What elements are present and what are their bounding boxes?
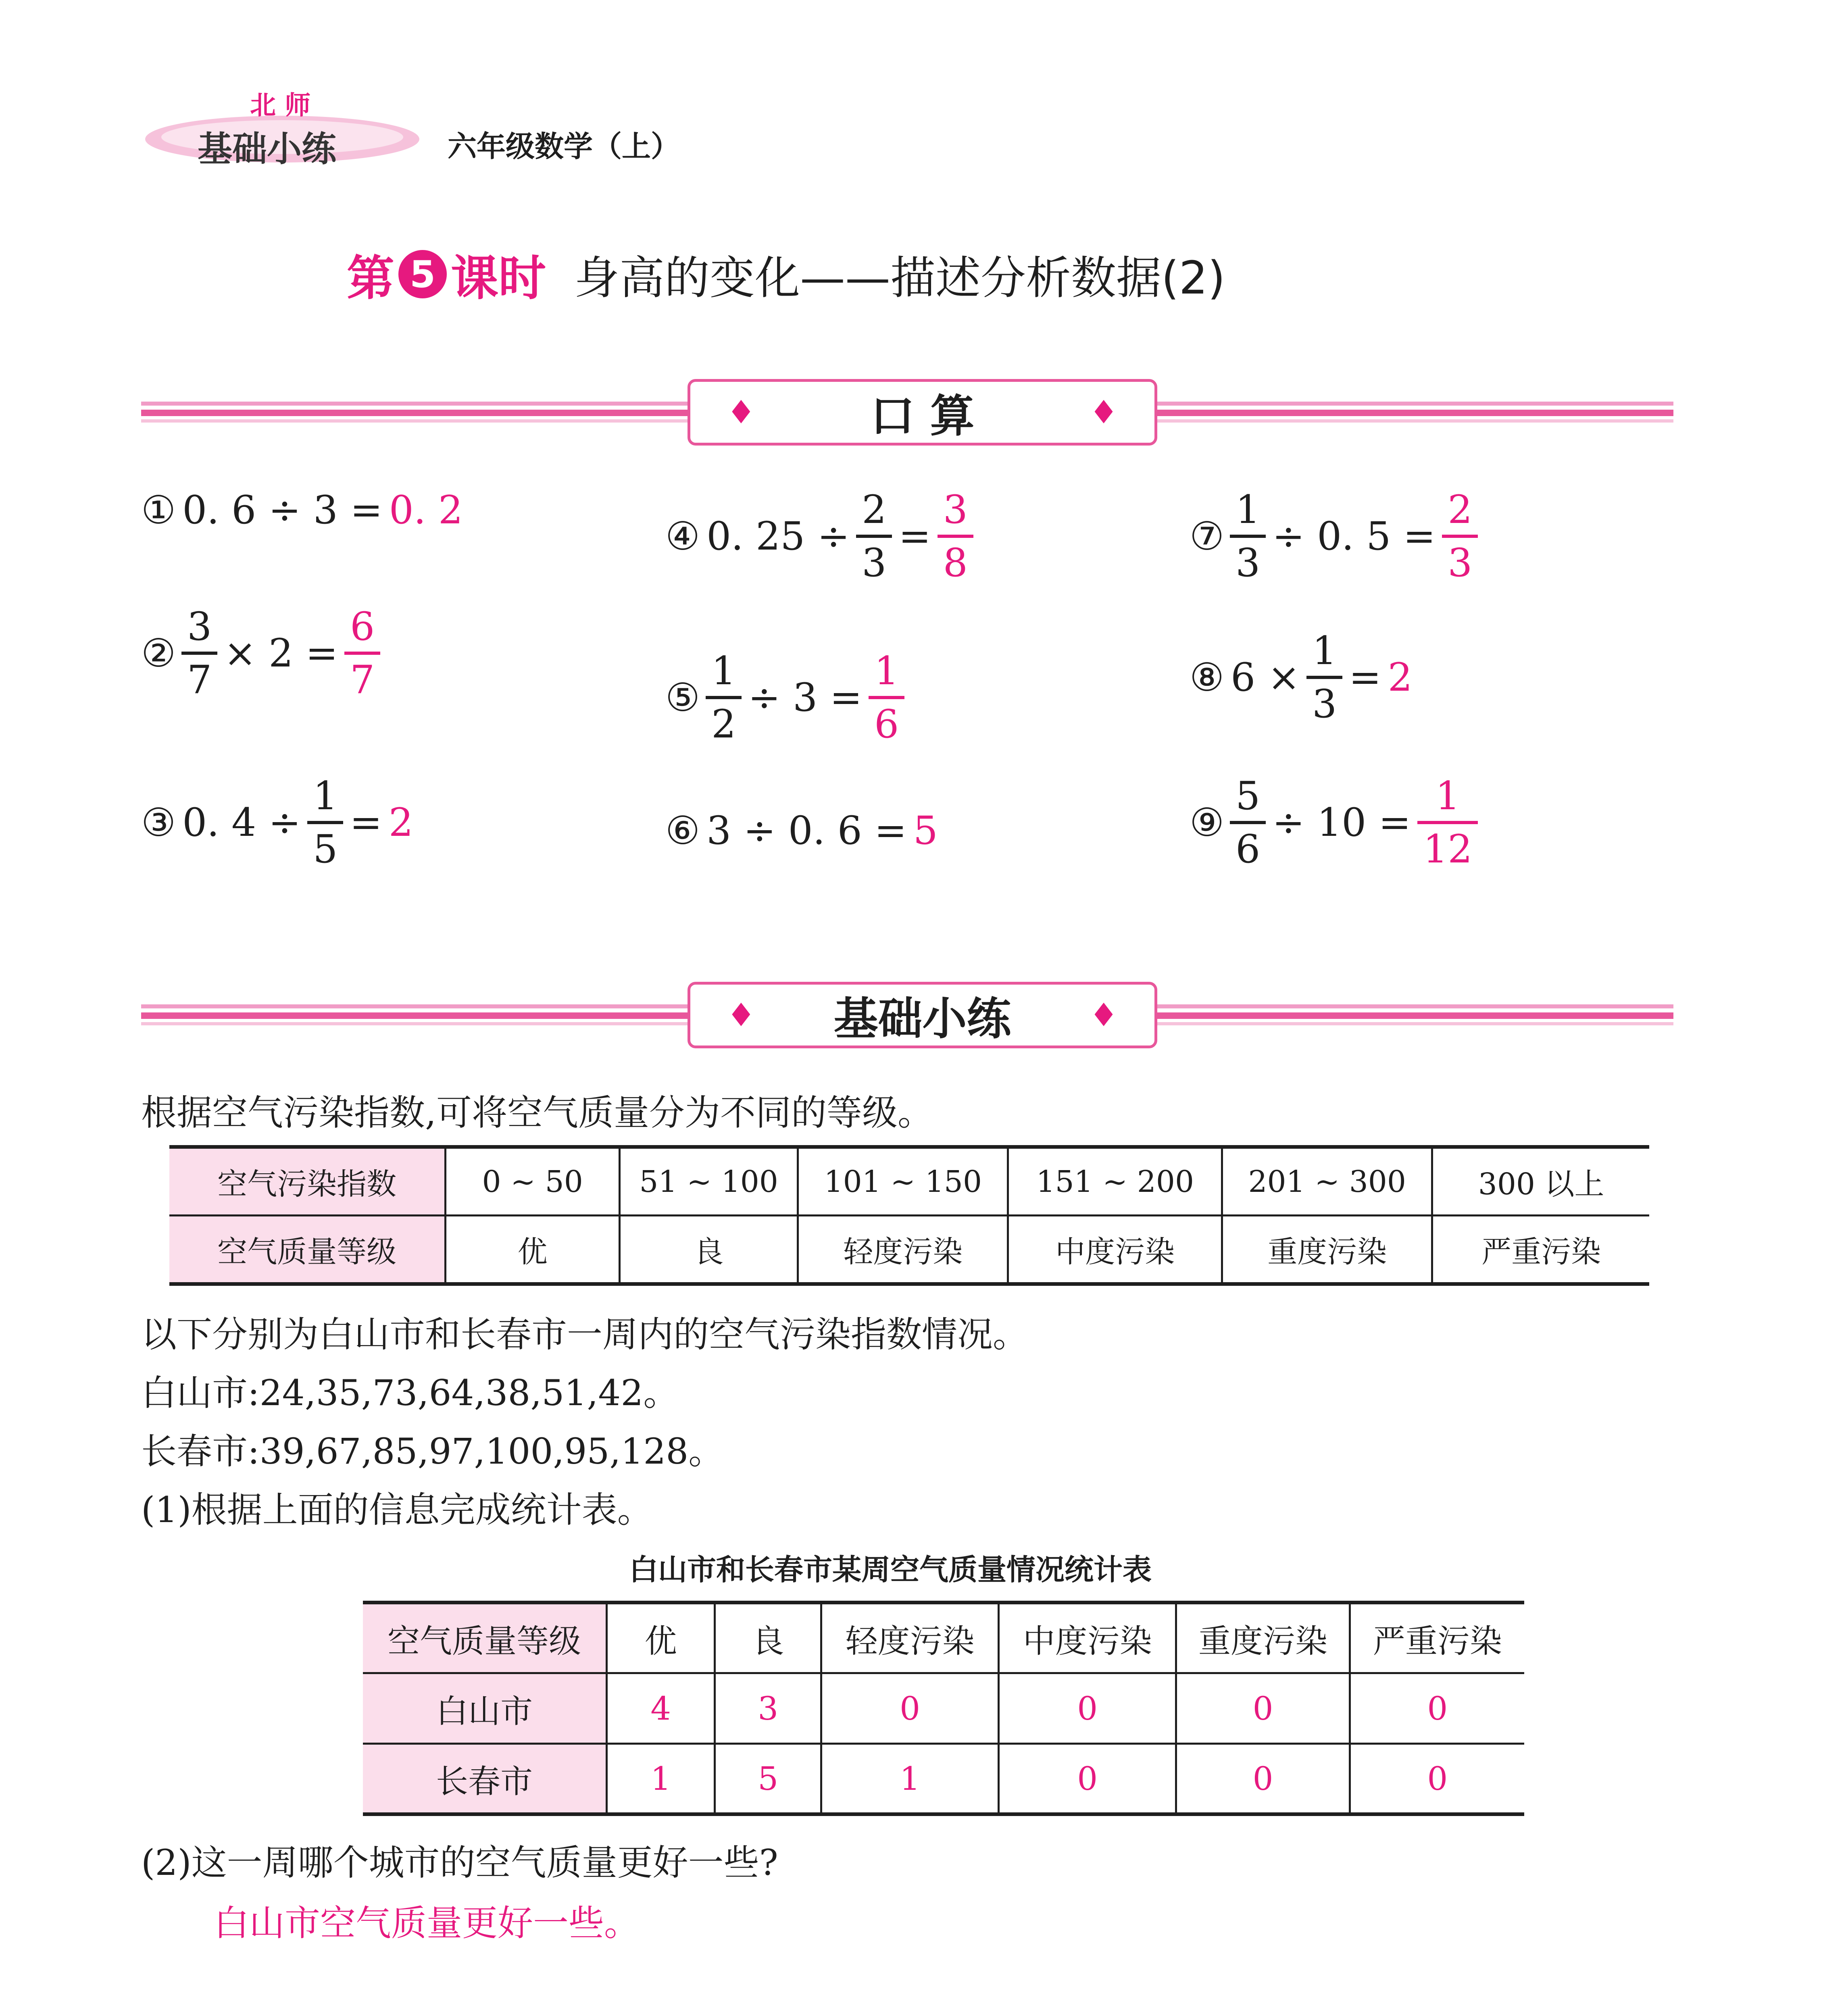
table-cell: 空气质量等级	[363, 1603, 606, 1673]
answer-fraction	[344, 604, 380, 702]
diamond-icon: ♦	[1089, 996, 1118, 1034]
fraction-numerator: 6	[350, 604, 375, 649]
pollution-index-table	[169, 1145, 1649, 1286]
oral-q4	[665, 484, 973, 589]
oral-q8	[1190, 625, 1413, 730]
diamond-icon: ♦	[1089, 394, 1118, 431]
q-expression: 0. 25 ÷	[706, 514, 850, 559]
fraction-numerator: 1	[1312, 628, 1337, 673]
q-label: ⑧	[1190, 655, 1225, 700]
table-cell: 重度污染	[1222, 1216, 1432, 1284]
table-cell: 轻度污染	[821, 1603, 999, 1673]
q-equals: =	[1349, 655, 1381, 700]
fraction-denominator: 7	[187, 657, 212, 702]
value-cell: 3	[715, 1673, 821, 1744]
q-operator: ÷ 10 =	[1272, 800, 1411, 845]
q-answer: 2	[1388, 655, 1413, 700]
table-cell: 151 ~ 200	[1008, 1147, 1222, 1216]
table-row	[169, 1216, 1649, 1284]
value-cell: 0	[1350, 1673, 1524, 1744]
table-cell: 0 ~ 50	[446, 1147, 620, 1216]
fraction-numerator: 1	[874, 648, 899, 694]
air-quality-stat-table	[363, 1601, 1524, 1816]
q-operator: ÷ 0. 5 =	[1272, 514, 1436, 559]
oral-q6	[665, 804, 938, 857]
lesson-number-badge: 5	[398, 250, 447, 298]
table-row	[363, 1603, 1524, 1673]
table-cell: 优	[606, 1603, 715, 1673]
q-label: ⑥	[665, 808, 700, 853]
table-cell: 中度污染	[1008, 1216, 1222, 1284]
value-cell: 0	[999, 1673, 1176, 1744]
practice-line-1: 以下分别为白山市和长春市一周内的空气污染指数情况。	[141, 1314, 1029, 1355]
q-label: ⑨	[1190, 800, 1225, 845]
value-cell: 5	[715, 1744, 821, 1814]
q-equals: =	[898, 514, 931, 559]
fraction	[1306, 628, 1342, 727]
fraction-denominator: 7	[350, 657, 375, 702]
fraction	[307, 773, 343, 872]
fraction-denominator: 8	[943, 540, 968, 585]
table-cell: 空气质量等级	[169, 1216, 446, 1284]
q-label: ⑦	[1190, 514, 1225, 559]
fraction-denominator: 6	[874, 702, 899, 747]
table-row	[363, 1744, 1524, 1814]
table-row	[169, 1147, 1649, 1216]
table-cell: 严重污染	[1432, 1216, 1649, 1284]
value-cell: 1	[821, 1744, 999, 1814]
fraction	[1230, 773, 1266, 872]
q-label: ①	[141, 487, 176, 533]
q-label: ⑤	[665, 675, 700, 720]
q-expression: 6 ×	[1231, 655, 1300, 700]
answer-fraction	[1442, 487, 1478, 585]
value-cell: 0	[1350, 1744, 1524, 1814]
fraction-numerator: 1	[1435, 773, 1460, 818]
fraction-denominator: 12	[1423, 827, 1473, 872]
q-equals: =	[350, 800, 382, 845]
fraction-numerator: 3	[943, 487, 968, 532]
value-cell: 0	[821, 1673, 999, 1744]
city-cell: 长春市	[363, 1744, 606, 1814]
table-cell: 良	[715, 1603, 821, 1673]
practice-line-2: 白山市:24,35,73,64,38,51,42。	[141, 1372, 679, 1414]
section-header-practice	[688, 982, 1157, 1048]
brand-top: 北 师	[250, 91, 311, 121]
value-cell: 0	[1176, 1673, 1350, 1744]
fraction-denominator: 3	[1312, 681, 1337, 727]
table-cell: 优	[446, 1216, 620, 1284]
fraction-numerator: 1	[711, 648, 736, 694]
table-cell: 轻度污染	[798, 1216, 1008, 1284]
q-expression: 3 ÷ 0. 6 =	[706, 808, 907, 853]
lesson-suffix: 课时	[451, 250, 546, 306]
oral-q7	[1190, 484, 1478, 589]
oral-q5	[665, 645, 904, 750]
q-answer: 5	[913, 808, 938, 853]
fraction	[706, 648, 742, 747]
fraction	[1230, 487, 1266, 585]
q-label: ③	[141, 800, 176, 845]
fraction-denominator: 2	[711, 702, 736, 747]
value-cell: 0	[999, 1744, 1176, 1814]
grade-subject: 六年级数学（上）	[448, 129, 680, 163]
answer-fraction	[938, 487, 973, 585]
q-operator: ÷ 3 =	[748, 675, 863, 720]
q-label: ②	[141, 631, 176, 676]
practice-line-3: 长春市:39,67,85,97,100,95,128。	[141, 1431, 724, 1472]
oral-q3	[141, 770, 413, 875]
lesson-title	[347, 242, 1225, 306]
q-expression: 0. 6 ÷ 3 =	[182, 487, 383, 533]
q-operator: × 2 =	[224, 631, 338, 676]
q-label: ④	[665, 514, 700, 559]
value-cell: 0	[1176, 1744, 1350, 1814]
table-cell: 中度污染	[999, 1603, 1176, 1673]
table-cell: 重度污染	[1176, 1603, 1350, 1673]
fraction-denominator: 3	[1236, 540, 1261, 585]
table-cell: 51 ~ 100	[620, 1147, 798, 1216]
question-2: (2)这一周哪个城市的空气质量更好一些?	[141, 1842, 778, 1883]
brand-main: 基础小练	[198, 129, 336, 169]
oral-q9	[1190, 770, 1478, 875]
section-title-oral: 口 算	[870, 390, 975, 442]
oral-q2	[141, 601, 380, 706]
table-cell: 空气污染指数	[169, 1147, 446, 1216]
fraction-numerator: 5	[1236, 773, 1261, 818]
lesson-name: 身高的变化——描述分析数据(2)	[574, 252, 1225, 304]
diamond-icon: ♦	[727, 996, 756, 1034]
value-cell: 4	[606, 1673, 715, 1744]
diamond-icon: ♦	[727, 394, 756, 431]
table-cell: 300 以上	[1432, 1147, 1649, 1216]
fraction-denominator: 5	[313, 827, 338, 872]
table-row	[363, 1673, 1524, 1744]
table-cell: 严重污染	[1350, 1603, 1524, 1673]
lesson-prefix: 第	[347, 250, 395, 306]
q-expression: 0. 4 ÷	[182, 800, 301, 845]
question-1: (1)根据上面的信息完成统计表。	[141, 1489, 653, 1531]
fraction-numerator: 1	[313, 773, 338, 818]
fraction	[856, 487, 892, 585]
stat-table-title: 白山市和长春市某周空气质量情况统计表	[629, 1553, 1152, 1587]
fraction-denominator: 3	[1448, 540, 1473, 585]
fraction	[181, 604, 217, 702]
fraction-denominator: 3	[862, 540, 887, 585]
answer-fraction	[1417, 773, 1478, 872]
value-cell: 1	[606, 1744, 715, 1814]
table-cell: 良	[620, 1216, 798, 1284]
fraction-numerator: 2	[862, 487, 887, 532]
table-cell: 101 ~ 150	[798, 1147, 1008, 1216]
q-answer: 0. 2	[389, 487, 463, 533]
oral-q1	[141, 484, 463, 536]
table-cell: 201 ~ 300	[1222, 1147, 1432, 1216]
practice-intro: 根据空气污染指数,可将空气质量分为不同的等级。	[141, 1092, 933, 1133]
answer-fraction	[869, 648, 904, 747]
section-title-practice: 基础小练	[833, 993, 1011, 1045]
answer-2: 白山市空气质量更好一些。	[214, 1902, 640, 1944]
fraction-numerator: 2	[1448, 487, 1473, 532]
fraction-numerator: 1	[1236, 487, 1261, 532]
section-header-oral	[688, 379, 1157, 446]
fraction-denominator: 6	[1236, 827, 1261, 872]
q-answer: 2	[388, 800, 413, 845]
city-cell: 白山市	[363, 1673, 606, 1744]
brand-logo	[141, 77, 423, 177]
fraction-numerator: 3	[187, 604, 212, 649]
